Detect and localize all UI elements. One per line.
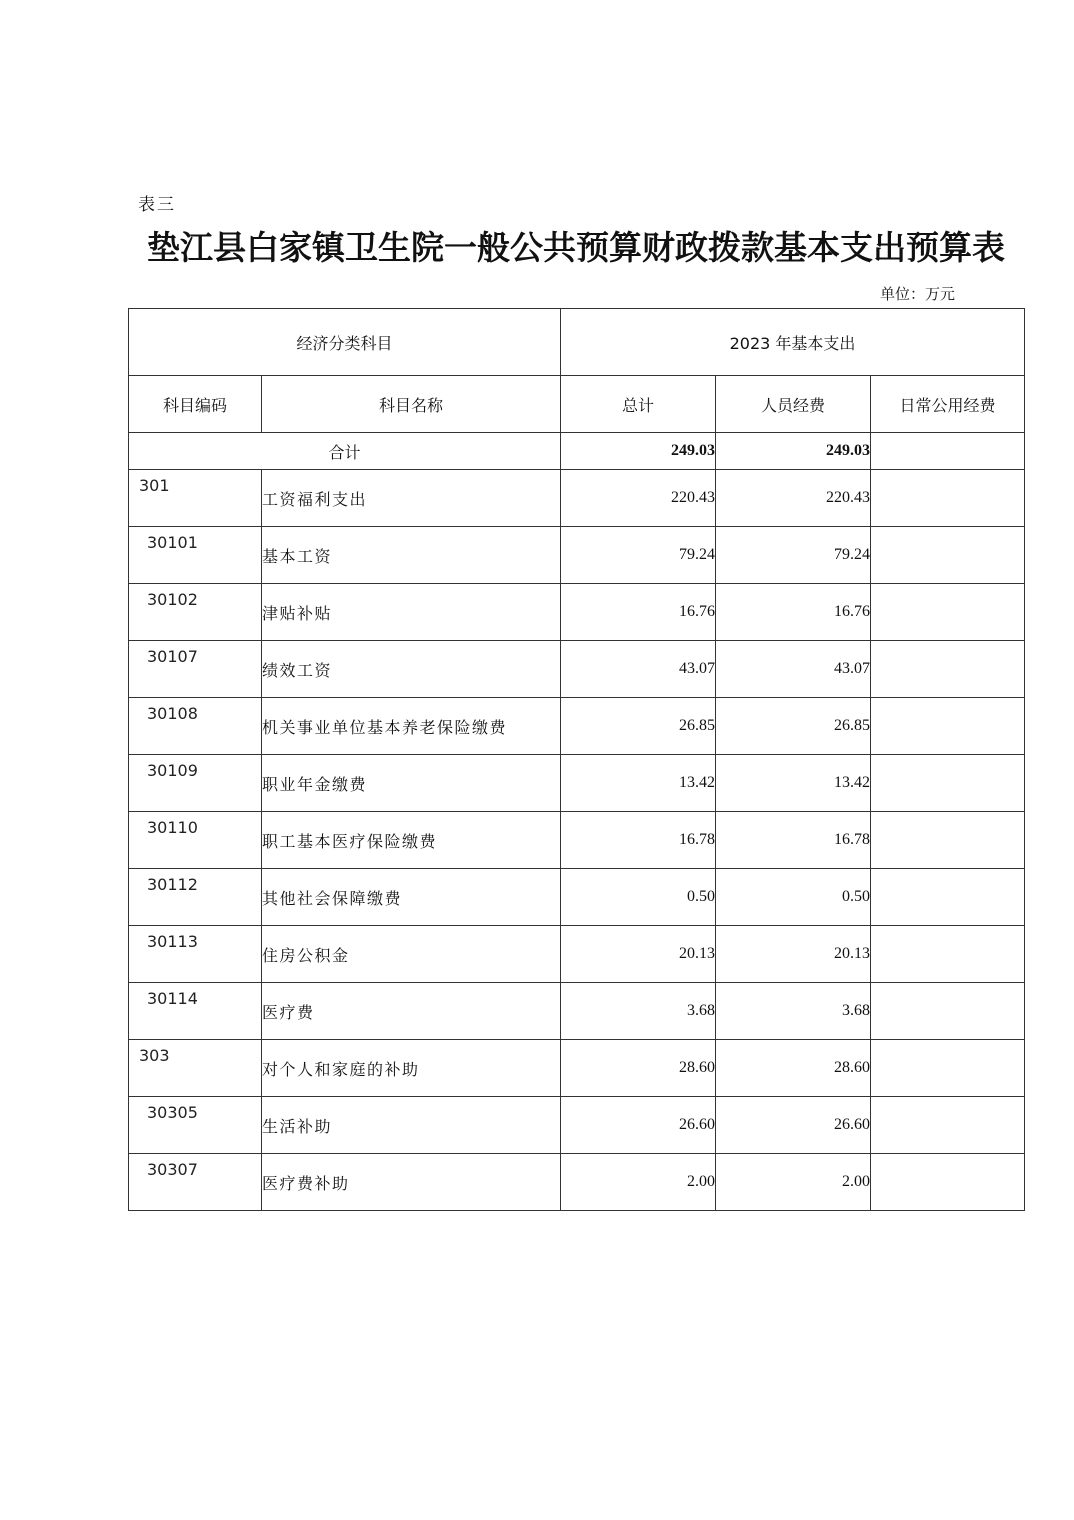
amount-public (871, 641, 1025, 698)
subject-code-text: 30112 (147, 875, 198, 894)
table-row (129, 584, 1025, 641)
amount-personnel: 16.78 (716, 812, 871, 869)
table-row (129, 698, 1025, 755)
subject-name: 对个人和家庭的补助 (262, 1040, 561, 1097)
amount-total: 26.85 (561, 698, 716, 755)
subject-name: 绩效工资 (262, 641, 561, 698)
table-row (129, 1154, 1025, 1211)
header-personnel: 人员经费 (716, 376, 871, 433)
total-total: 249.03 (561, 433, 716, 470)
subject-code-text: 301 (139, 476, 170, 495)
subject-name: 住房公积金 (262, 926, 561, 983)
amount-public (871, 584, 1025, 641)
amount-personnel: 28.60 (716, 1040, 871, 1097)
subject-name: 其他社会保障缴费 (262, 869, 561, 926)
subject-code (129, 584, 262, 641)
subject-code (129, 926, 262, 983)
table-row (129, 812, 1025, 869)
subject-code-text: 30108 (147, 704, 198, 723)
header-public: 日常公用经费 (871, 376, 1025, 433)
amount-total: 16.78 (561, 812, 716, 869)
amount-total: 16.76 (561, 584, 716, 641)
amount-total: 220.43 (561, 470, 716, 527)
table-row (129, 1040, 1025, 1097)
total-row (129, 433, 1025, 470)
subject-code (129, 527, 262, 584)
subject-code-text: 30110 (147, 818, 198, 837)
amount-personnel: 16.76 (716, 584, 871, 641)
subject-code-text: 30102 (147, 590, 198, 609)
subject-code (129, 812, 262, 869)
amount-personnel: 26.60 (716, 1097, 871, 1154)
table-row (129, 1097, 1025, 1154)
amount-public (871, 1040, 1025, 1097)
total-personnel: 249.03 (716, 433, 871, 470)
subject-code-text: 30101 (147, 533, 198, 552)
amount-total: 28.60 (561, 1040, 716, 1097)
table-row (129, 641, 1025, 698)
subject-name: 机关事业单位基本养老保险缴费 (262, 698, 561, 755)
amount-total: 26.60 (561, 1097, 716, 1154)
subject-code (129, 698, 262, 755)
amount-personnel: 0.50 (716, 869, 871, 926)
amount-public (871, 755, 1025, 812)
amount-public (871, 812, 1025, 869)
amount-total: 3.68 (561, 983, 716, 1040)
header-name: 科目名称 (262, 376, 561, 433)
amount-public (871, 527, 1025, 584)
header-row-group (129, 309, 1025, 376)
subject-code-text: 30307 (147, 1160, 198, 1179)
table-label: 表三 (138, 195, 176, 215)
amount-public (871, 470, 1025, 527)
table-row (129, 755, 1025, 812)
table-row (129, 527, 1025, 584)
amount-personnel: 79.24 (716, 527, 871, 584)
unit-label: 单位：万元 (880, 285, 956, 303)
table-row (129, 983, 1025, 1040)
amount-personnel: 3.68 (716, 983, 871, 1040)
table-row (129, 470, 1025, 527)
page-title: 垫江县白家镇卫生院一般公共预算财政拨款基本支出预算表 (147, 228, 1005, 267)
header-total: 总计 (561, 376, 716, 433)
table-row (129, 869, 1025, 926)
amount-public (871, 698, 1025, 755)
subject-code (129, 755, 262, 812)
amount-total: 43.07 (561, 641, 716, 698)
subject-code-text: 303 (139, 1046, 170, 1065)
subject-code (129, 983, 262, 1040)
subject-name: 医疗费 (262, 983, 561, 1040)
amount-public (871, 983, 1025, 1040)
amount-personnel: 220.43 (716, 470, 871, 527)
subject-code-text: 30305 (147, 1103, 198, 1122)
amount-personnel: 26.85 (716, 698, 871, 755)
subject-code (129, 641, 262, 698)
subject-code (129, 1040, 262, 1097)
subject-code (129, 1154, 262, 1211)
amount-total: 0.50 (561, 869, 716, 926)
subject-code (129, 1097, 262, 1154)
amount-personnel: 43.07 (716, 641, 871, 698)
subject-name: 职工基本医疗保险缴费 (262, 812, 561, 869)
amount-public (871, 1154, 1025, 1211)
subject-name: 医疗费补助 (262, 1154, 561, 1211)
subject-code-text: 30107 (147, 647, 198, 666)
amount-total: 2.00 (561, 1154, 716, 1211)
subject-name: 工资福利支出 (262, 470, 561, 527)
subject-name: 职业年金缴费 (262, 755, 561, 812)
subject-code (129, 470, 262, 527)
subject-name: 基本工资 (262, 527, 561, 584)
amount-personnel: 20.13 (716, 926, 871, 983)
amount-personnel: 2.00 (716, 1154, 871, 1211)
total-public (871, 433, 1025, 470)
header-row-columns (129, 376, 1025, 433)
subject-code (129, 869, 262, 926)
amount-public (871, 869, 1025, 926)
amount-public (871, 926, 1025, 983)
subject-name: 津贴补贴 (262, 584, 561, 641)
amount-public (871, 1097, 1025, 1154)
table-row (129, 926, 1025, 983)
amount-total: 79.24 (561, 527, 716, 584)
subject-code-text: 30109 (147, 761, 198, 780)
subject-code-text: 30113 (147, 932, 198, 951)
subject-name: 生活补助 (262, 1097, 561, 1154)
header-basic-expenditure: 2023 年基本支出 (561, 309, 1025, 376)
amount-total: 20.13 (561, 926, 716, 983)
header-code: 科目编码 (129, 376, 262, 433)
budget-table (128, 308, 1025, 1211)
subject-code-text: 30114 (147, 989, 198, 1008)
amount-personnel: 13.42 (716, 755, 871, 812)
total-label: 合计 (129, 433, 561, 470)
amount-total: 13.42 (561, 755, 716, 812)
header-economic-classification: 经济分类科目 (129, 309, 561, 376)
